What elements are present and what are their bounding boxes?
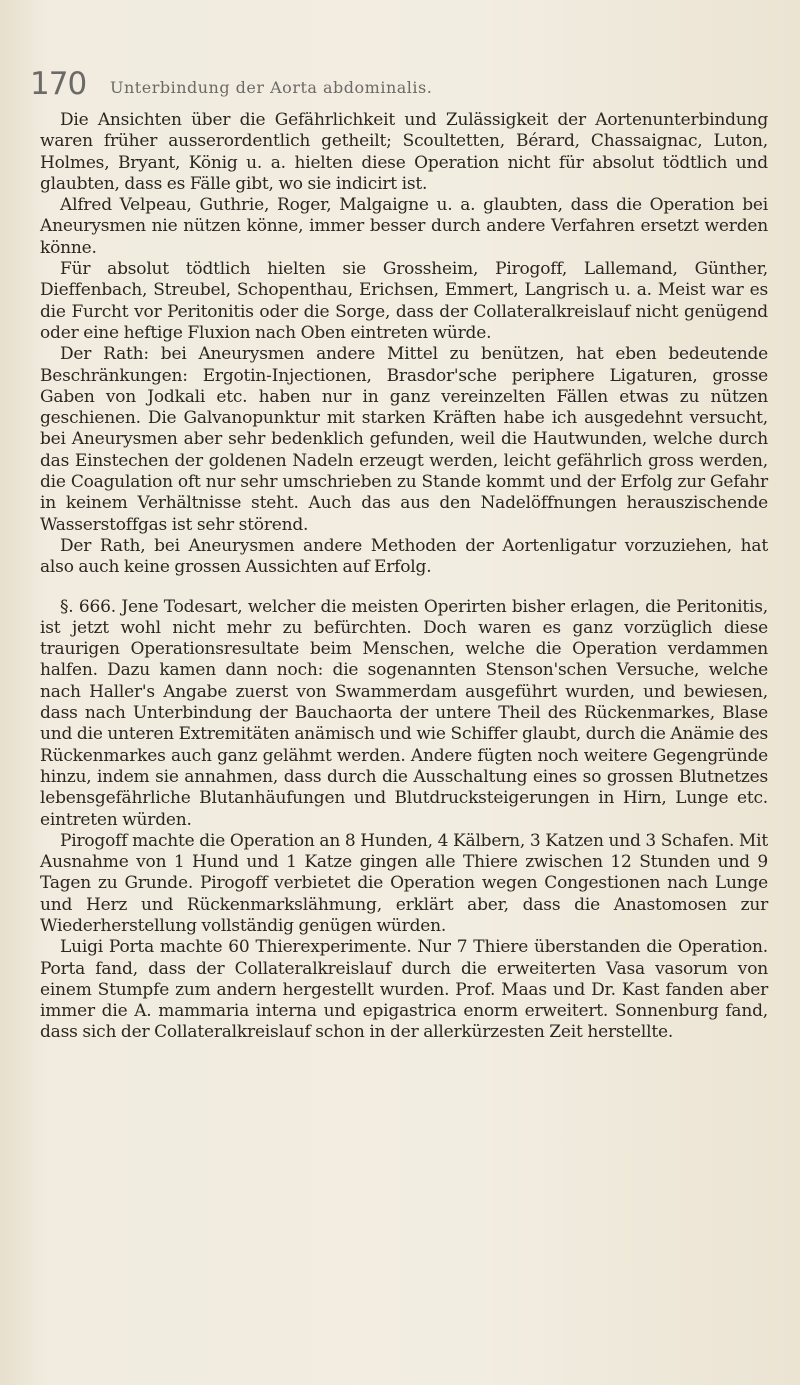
paragraph-section-666: §. 666. Jene Todesart, welcher die meisten Operirten bisher erlagen, die Peritonitis, ist jetzt wohl nicht mehr zu befürchten. Doch waren es ganz vorzüglich diese traurigen Operationsresultate beim Menschen, welche die Operation verdammen halfen. Dazu kamen dann noch: die sogenannten Stenson'schen Versuche, welche nach Haller's Angabe zuerst von Swammerdam ausgeführt wurden, und bewiesen, dass nach Unterbindung der Bauchaorta der untere Theil des Rückenmarkes, Blase und die unteren Extremitäten anämisch und wie Schiffer glaubt, durch die Anämie des Rückenmarkes auch ganz gelähmt werden. Andere fügten noch weitere Gegengründe hinzu, indem sie annahmen, dass durch die Ausschaltung eines so grossen Blutnetzes lebensgefährliche Blutanhäufungen und Blutdrucksteigerungen in Hirn, Lunge etc. eintreten würden. xyxy=(40,596,768,830)
paragraph-porta-experiments: Luigi Porta machte 60 Thierexperimente. Nur 7 Thiere überstanden die Operation. Porta fand, dass der Collateralkreislauf durch die erweiterten Vasa vasorum von einem Stumpfe zum andern hergestellt wurden. Prof. Maas und Dr. Kast fanden aber immer die A. mammaria interna und epigastrica enorm erweitert. Sonnenburg fand, dass sich der Collateralkreislauf schon in der allerkürzesten Zeit herstellte. xyxy=(40,937,768,1043)
running-head xyxy=(30,66,770,106)
page-number: 170 xyxy=(30,66,87,102)
running-title: Unterbindung der Aorta abdominalis. xyxy=(110,78,433,97)
paragraph-ligature-methods: Der Rath, bei Aneurysmen andere Methoden der Aortenligatur vorzuziehen, hat also auch keine grossen Aussichten auf Erfolg. xyxy=(40,535,768,578)
paragraph-pirogoff-experiments: Pirogoff machte die Operation an 8 Hunden, 4 Kälbern, 3 Katzen und 3 Schafen. Mit Ausnahme von 1 Hund und 1 Katze gingen alle Thiere zwischen 12 Stunden und 9 Tagen zu Grunde. Pirogoff verbietet die Operation wegen Congestionen nach Lunge und Herz und Rückenmarkslähmung, erklärt aber, dass die Anastomosen zur Wiederherstellung vollständig genügen würden. xyxy=(40,830,768,936)
paragraph-velpeau-group: Alfred Velpeau, Guthrie, Roger, Malgaigne u. a. glaubten, dass die Operation bei Aneurysmen nie nützen könne, immer besser durch andere Verfahren ersetzt werden könne. xyxy=(40,195,768,258)
paragraph-aortic-ligation-opinions: Die Ansichten über die Gefährlichkeit und Zulässigkeit der Aortenunterbindung waren früher ausserordentlich getheilt; Scoultetten, Bérard, Chassaignac, Luton, Holmes, Bryant, König u. a. hielten diese Operation nicht für absolut tödtlich und glaubten, dass es Fälle gibt, wo sie indicirt ist. xyxy=(40,110,768,194)
paragraph-fatal-view: Für absolut tödtlich hielten sie Grossheim, Pirogoff, Lallemand, Günther, Dieffenbach, Streubel, Schopenthau, Erichsen, Emmert, Langrisch u. a. Meist war es die Furcht vor Peritonitis oder die Sorge, dass der Collateralkreislauf nicht genügend oder eine heftige Fluxion nach Oben eintreten würde. xyxy=(40,259,768,343)
body-text xyxy=(40,110,768,1044)
paragraph-alternative-methods: Der Rath: bei Aneurysmen andere Mittel zu benützen, hat eben bedeutende Beschränkungen: Ergotin-Injectionen, Brasdor'sche periphere Ligaturen, grosse Gaben von Jodkali etc. haben nur in ganz vereinzelten Fällen etwas zu nützen geschienen. Die Galvanopunktur mit starken Kräften habe ich ausgedehnt versucht, bei Aneurysmen aber sehr bedenklich gefunden, weil die Hautwunden, welche durch das Einstechen der goldenen Nadeln erzeugt werden, leicht gefährlich gross werden, die Coagulation oft nur sehr umschrieben zu Stande kommt und der Erfolg zur Gefahr in keinem Verhältnisse steht. Auch das aus den Nadelöffnungen herauszischende Wasserstoffgas ist sehr störend. xyxy=(40,344,768,535)
